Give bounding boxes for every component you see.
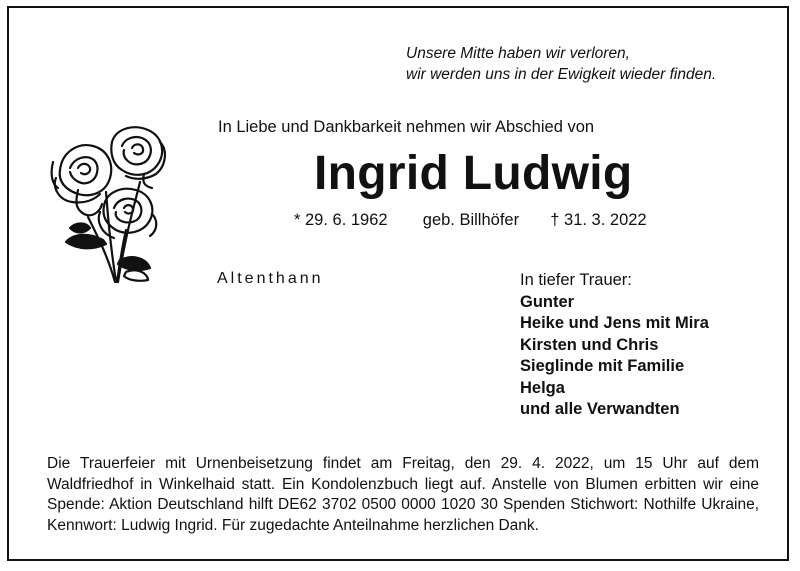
mourner-name: Helga [520,378,565,397]
mourners-lead: In tiefer Trauer: [520,271,632,289]
mourners [520,270,709,421]
birth-date: * 29. 6. 1962 [294,211,388,229]
place: Altenthann [217,270,324,287]
motto [406,43,766,85]
mourner-name: Kirsten und Chris [520,335,659,354]
deceased-name: Ingrid Ludwig [314,147,633,200]
intro-line: In Liebe und Dankbarkeit nehmen wir Abschied von [218,118,595,136]
mourner-name: und alle Verwandten [520,400,680,418]
motto-line-2: wir werden uns in der Ewigkeit wieder finden. [406,66,717,83]
maiden-name: geb. Billhöfer [422,211,520,229]
death-date: † 31. 3. 2022 [550,211,647,229]
mourner-name: Heike und Jens mit Mira [520,314,709,332]
roses-icon [48,122,173,287]
mourner-name: Gunter [520,292,575,311]
motto-line-1: Unsere Mitte haben wir verloren, [406,45,630,62]
funeral-notice: Die Trauerfeier mit Urnenbeisetzung findet am Freitag, den 29. 4. 2022, um 15 Uhr auf dem Waldfriedhof in Winkelhaid statt. Ein Kondolenzbuch liegt auf. Anstelle von Blumen erbitten wir eine Spende: Aktion Deutschland hilft DE62 3702 0500 0000 1020 30 Spenden Stichwort: Nothilfe Ukraine, Kennwort: Ludwig Ingrid. Für zugedachte Anteilnahme herzlichen Dank. [47,455,759,534]
mourner-name: Sieglinde mit Familie [520,357,685,375]
life-dates [294,211,647,230]
